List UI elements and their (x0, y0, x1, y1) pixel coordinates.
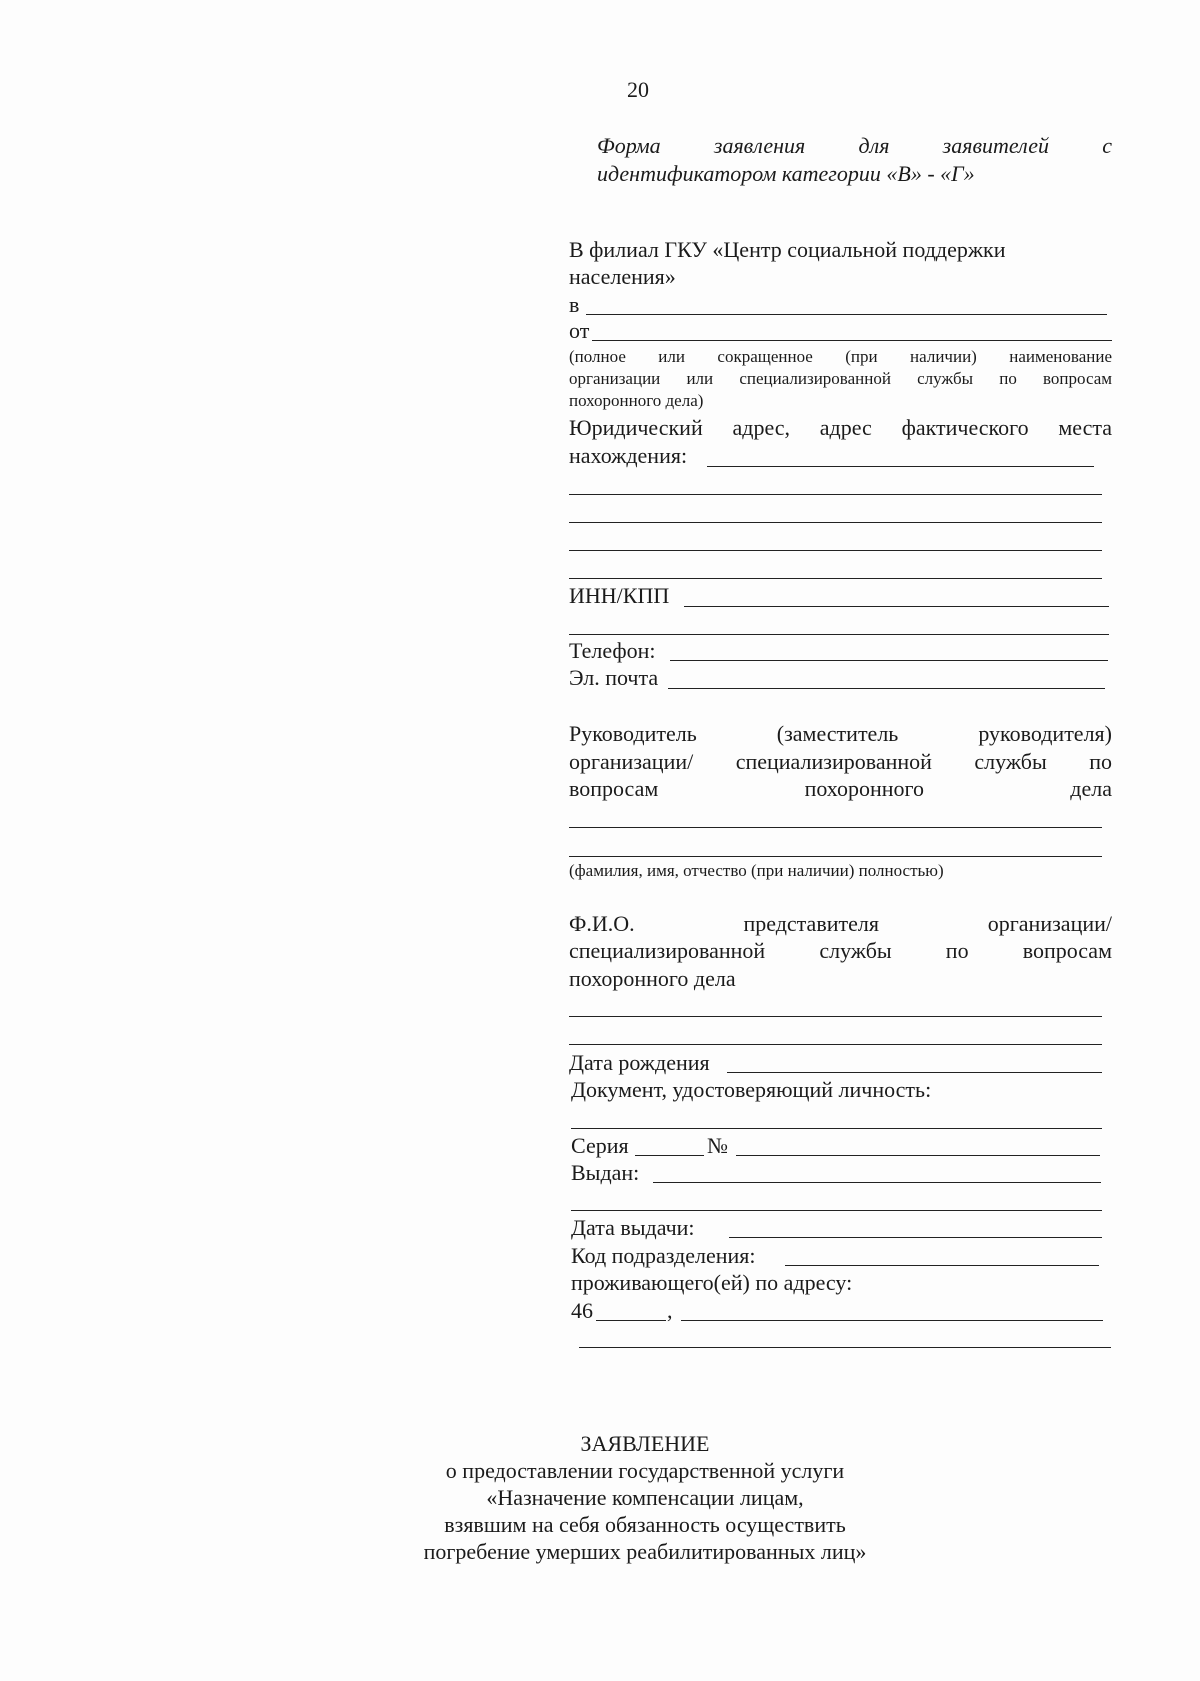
head-note: (фамилия, имя, отчество (при наличии) полностью) (569, 861, 944, 880)
in-label: в (569, 292, 580, 317)
address-comma: , (667, 1298, 673, 1323)
phone-label: Телефон: (569, 638, 656, 663)
issued-field-line[interactable] (653, 1182, 1101, 1183)
issue-date-field-line[interactable] (729, 1237, 1102, 1238)
id-document-field-line[interactable] (571, 1128, 1102, 1129)
statement-line4: погребение умерших реабилитированных лиц» (423, 1539, 867, 1564)
org-note-line3: похоронного дела) (569, 391, 704, 410)
in-field-line[interactable] (586, 314, 1107, 315)
series-label: Серия (571, 1133, 629, 1158)
head-line3: вопросам похоронного дела (569, 776, 1112, 801)
head-line1: Руководитель (заместитель руководителя) (569, 721, 1112, 746)
page-number: 20 (627, 77, 649, 102)
inn-kpp-label: ИНН/КПП (569, 583, 670, 608)
phone-field-line[interactable] (670, 660, 1108, 661)
representative-name-line-2[interactable] (569, 1044, 1102, 1045)
email-field-line[interactable] (668, 688, 1105, 689)
number-label: № (707, 1133, 728, 1158)
email-label: Эл. почта (569, 665, 659, 690)
org-note-line1: (полное или сокращенное (при наличии) наименование (569, 347, 1112, 366)
birth-date-field-line[interactable] (727, 1072, 1102, 1073)
residing-label: проживающего(ей) по адресу: (571, 1270, 853, 1295)
series-field-line[interactable] (635, 1155, 704, 1156)
division-code-label: Код подразделения: (571, 1243, 756, 1268)
postal-prefix: 46 (571, 1298, 593, 1323)
from-field-line[interactable] (592, 340, 1112, 341)
legal-address-line1: Юридический адрес, адрес фактического места (569, 415, 1112, 440)
issued-label: Выдан: (571, 1160, 640, 1185)
addressee-line1: В филиал ГКУ «Центр социальной поддержки (569, 237, 1006, 262)
from-label: от (569, 318, 590, 343)
legal-address-label: нахождения: (569, 443, 688, 468)
addressee-line2: населения» (569, 264, 676, 289)
legal-address-line-3[interactable] (569, 522, 1102, 523)
head-name-line-1[interactable] (569, 827, 1102, 828)
head-name-line-2[interactable] (569, 856, 1102, 857)
issue-date-label: Дата выдачи: (571, 1215, 695, 1240)
legal-address-line-1[interactable] (707, 466, 1094, 467)
org-note-line2: организации или специализированной службы по вопросам (569, 369, 1112, 388)
id-document-label: Документ, удостоверяющий личность: (571, 1077, 932, 1102)
statement-line1: о предоставлении государственной услуги (445, 1458, 845, 1483)
representative-line1: Ф.И.О. представителя организации/ (569, 911, 1112, 936)
representative-line2: специализированной службы по вопросам (569, 938, 1112, 963)
number-field-line[interactable] (736, 1155, 1100, 1156)
form-caption-line2: идентификатором категории «В» - «Г» (597, 161, 975, 186)
form-caption-line1: Форма заявления для заявителей с (597, 133, 1112, 158)
legal-address-line-5[interactable] (569, 578, 1102, 579)
head-line2: организации/ специализированной службы по (569, 749, 1112, 774)
postal-code-field-line[interactable] (596, 1320, 666, 1321)
address-field-line[interactable] (681, 1320, 1103, 1321)
inn-kpp-field-line[interactable] (684, 606, 1109, 607)
address-field-line-2[interactable] (579, 1347, 1111, 1348)
representative-line3: похоронного дела (569, 966, 736, 991)
representative-name-line-1[interactable] (569, 1016, 1102, 1017)
division-code-field-line[interactable] (785, 1265, 1099, 1266)
issued-field-line-2[interactable] (571, 1210, 1102, 1211)
birth-date-label: Дата рождения (569, 1050, 710, 1075)
statement-line3: взявшим на себя обязанность осуществить (444, 1512, 846, 1537)
legal-address-line-4[interactable] (569, 550, 1102, 551)
statement-title: ЗАЯВЛЕНИЕ (580, 1431, 710, 1456)
legal-address-line-2[interactable] (569, 494, 1102, 495)
statement-line2: «Назначение компенсации лицам, (486, 1485, 804, 1510)
inn-kpp-field-line-2[interactable] (569, 634, 1109, 635)
